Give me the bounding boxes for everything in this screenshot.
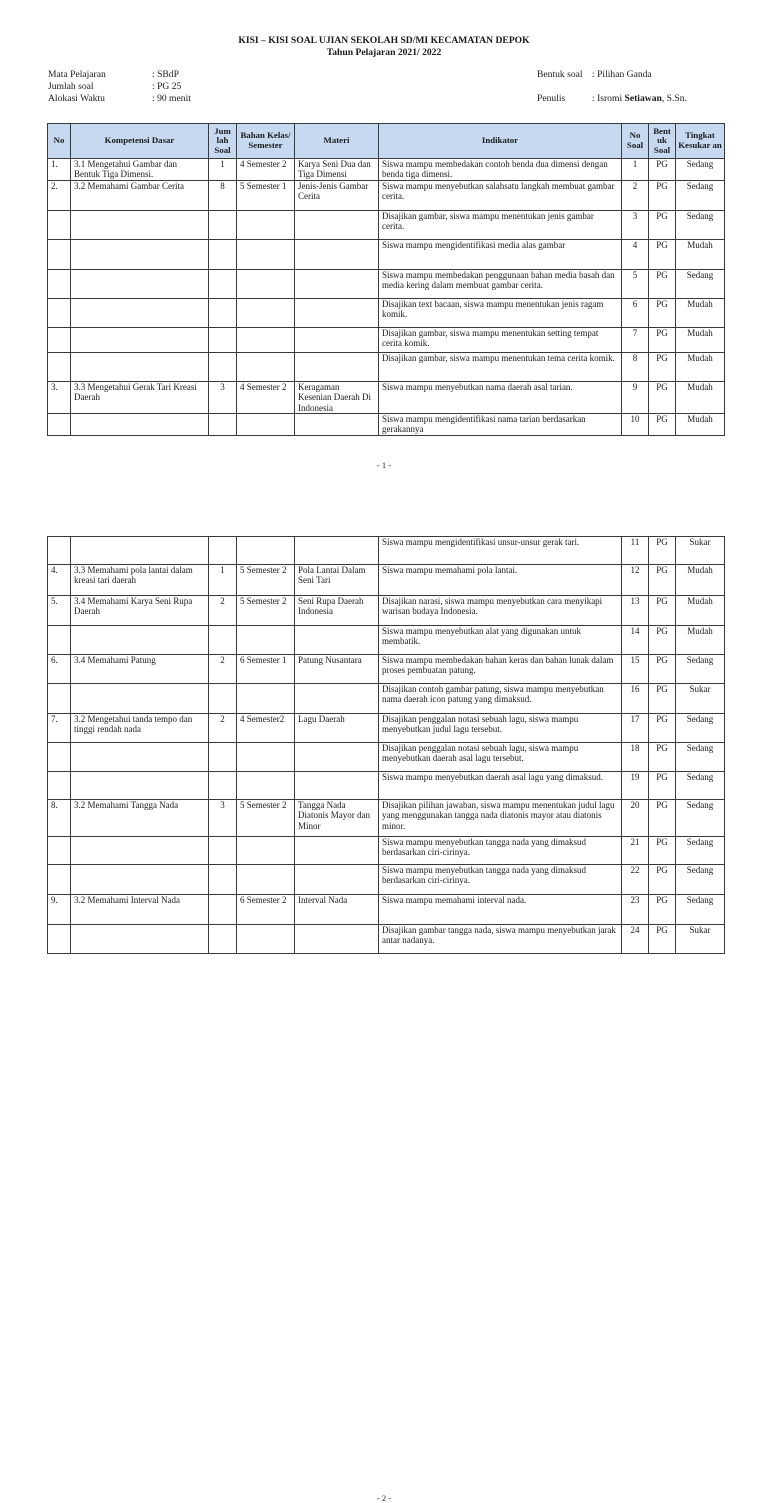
- cell-jumlah-soal: [209, 298, 237, 327]
- cell-materi: [295, 837, 379, 865]
- cell-kelas-semester: [237, 626, 295, 655]
- cell-tingkat-kesukaran: Sedang: [676, 655, 725, 684]
- cell-materi: Karya Seni Dua dan Tiga Dimensi: [295, 159, 379, 181]
- cell-kelas-semester: 4 Semester 2: [237, 381, 295, 413]
- cell-tingkat-kesukaran: Sukar: [676, 684, 725, 714]
- cell-indikator: Disajikan contoh gambar patung, siswa mampu menyebutkan nama daerah icon patung yang dimaksud.: [379, 684, 622, 714]
- cell-bentuk-soal: PG: [649, 180, 676, 210]
- cell-materi: [295, 743, 379, 772]
- cell-tingkat-kesukaran: Sukar: [676, 925, 725, 954]
- cell-indikator: Siswa mampu memahami interval nada.: [379, 895, 622, 925]
- cell-jumlah-soal: [209, 626, 237, 655]
- table-row: [48, 800, 725, 837]
- cell-indikator: Siswa mampu membedakan bahan keras dan bahan lunak dalam proses pembuatan patung.: [379, 655, 622, 684]
- cell-materi: [295, 239, 379, 269]
- cell-indikator: Siswa mampu memahami pola lantai.: [379, 565, 622, 596]
- cell-kompetensi-dasar: [71, 772, 209, 800]
- cell-no-soal: 12: [622, 565, 649, 596]
- cell-kompetensi-dasar: 3.2 Mengetahui tanda tempo dan tinggi rendah nada: [71, 714, 209, 743]
- cell-no: 9.: [48, 895, 71, 925]
- cell-kelas-semester: [237, 684, 295, 714]
- cell-kompetensi-dasar: 3.4 Memahami Patung: [71, 655, 209, 684]
- cell-kelas-semester: [237, 925, 295, 954]
- cell-kelas-semester: [237, 743, 295, 772]
- cell-no-soal: 4: [622, 239, 649, 269]
- table-row: [48, 180, 725, 210]
- table-row: [48, 596, 725, 626]
- cell-materi: [295, 537, 379, 565]
- cell-bentuk-soal: PG: [649, 298, 676, 327]
- cell-materi: Lagu Daerah: [295, 714, 379, 743]
- cell-no: 7.: [48, 714, 71, 743]
- cell-materi: Pola Lantai Dalam Seni Tari: [295, 565, 379, 596]
- cell-kompetensi-dasar: [71, 239, 209, 269]
- cell-tingkat-kesukaran: Sukar: [676, 537, 725, 565]
- cell-tingkat-kesukaran: Mudah: [676, 381, 725, 413]
- table-row: [48, 684, 725, 714]
- cell-kompetensi-dasar: 3.3 Memahami pola lantai dalam kreasi tari daerah: [71, 565, 209, 596]
- cell-kelas-semester: [237, 269, 295, 298]
- cell-no: 5.: [48, 596, 71, 626]
- cell-kelas-semester: 4 Semester 2: [237, 159, 295, 181]
- cell-no: [48, 837, 71, 865]
- cell-no-soal: 10: [622, 414, 649, 436]
- cell-jumlah-soal: [209, 537, 237, 565]
- cell-kompetensi-dasar: [71, 684, 209, 714]
- cell-bentuk-soal: PG: [649, 352, 676, 381]
- cell-no: [48, 925, 71, 954]
- cell-materi: Seni Rupa Daerah Indonesia: [295, 596, 379, 626]
- cell-indikator: Disajikan text bacaan, siswa mampu menentukan jenis ragam komik.: [379, 298, 622, 327]
- col-header-kelas: Bahan Kelas/ Semester: [237, 124, 295, 159]
- cell-materi: [295, 414, 379, 436]
- cell-kelas-semester: 5 Semester 2: [237, 800, 295, 837]
- meta-row-jumlah: [48, 81, 191, 93]
- col-header-materi: Materi: [295, 124, 379, 159]
- cell-indikator: Disajikan gambar, siswa mampu menentukan jenis gambar cerita.: [379, 210, 622, 239]
- table-row: [48, 565, 725, 596]
- cell-jumlah-soal: [209, 684, 237, 714]
- cell-no-soal: 21: [622, 837, 649, 865]
- cell-no-soal: 13: [622, 596, 649, 626]
- cell-bentuk-soal: PG: [649, 537, 676, 565]
- meta-value: : 90 menit: [152, 93, 191, 104]
- cell-bentuk-soal: PG: [649, 269, 676, 298]
- cell-kelas-semester: [237, 298, 295, 327]
- cell-jumlah-soal: [209, 772, 237, 800]
- cell-no-soal: 16: [622, 684, 649, 714]
- cell-no-soal: 14: [622, 626, 649, 655]
- cell-no-soal: 8: [622, 352, 649, 381]
- meta-value: : Pilihan Ganda: [592, 69, 652, 80]
- cell-bentuk-soal: PG: [649, 210, 676, 239]
- table-row: [48, 626, 725, 655]
- cell-kompetensi-dasar: [71, 837, 209, 865]
- cell-kompetensi-dasar: 3.2 Memahami Interval Nada: [71, 895, 209, 925]
- table-row: [48, 837, 725, 865]
- cell-kelas-semester: 5 Semester 2: [237, 565, 295, 596]
- cell-no-soal: 24: [622, 925, 649, 954]
- cell-bentuk-soal: PG: [649, 565, 676, 596]
- table-body: [48, 159, 725, 436]
- cell-jumlah-soal: [209, 837, 237, 865]
- cell-tingkat-kesukaran: Sedang: [676, 800, 725, 837]
- cell-kompetensi-dasar: 3.1 Mengetahui Gambar dan Bentuk Tiga Dimensi.: [71, 159, 209, 181]
- cell-indikator: Siswa mampu membedakan contoh benda dua dimensi dengan benda tiga dimensi.: [379, 159, 622, 181]
- meta-value: , S.Sn.: [661, 93, 687, 104]
- cell-materi: [295, 684, 379, 714]
- cell-kompetensi-dasar: [71, 925, 209, 954]
- cell-materi: [295, 298, 379, 327]
- cell-kompetensi-dasar: [71, 298, 209, 327]
- cell-bentuk-soal: PG: [649, 239, 676, 269]
- cell-indikator: Siswa mampu mengidentifikasi unsur-unsur gerak tari.: [379, 537, 622, 565]
- cell-no-soal: 15: [622, 655, 649, 684]
- meta-row-alokasi: [48, 93, 191, 105]
- meta-label: Bentuk soal: [537, 69, 583, 80]
- cell-bentuk-soal: PG: [649, 684, 676, 714]
- cell-no: [48, 414, 71, 436]
- cell-bentuk-soal: PG: [649, 743, 676, 772]
- cell-bentuk-soal: PG: [649, 925, 676, 954]
- cell-jumlah-soal: 3: [209, 800, 237, 837]
- cell-jumlah-soal: [209, 895, 237, 925]
- cell-tingkat-kesukaran: Sedang: [676, 714, 725, 743]
- cell-tingkat-kesukaran: Mudah: [676, 352, 725, 381]
- cell-indikator: Siswa mampu menyebutkan daerah asal lagu yang dimaksud.: [379, 772, 622, 800]
- cell-no: 2.: [48, 180, 71, 210]
- kisi-table-page1: [47, 123, 725, 436]
- cell-bentuk-soal: PG: [649, 865, 676, 895]
- cell-materi: Patung Nusantara: [295, 655, 379, 684]
- cell-no-soal: 7: [622, 327, 649, 352]
- cell-no: [48, 684, 71, 714]
- cell-kompetensi-dasar: [71, 865, 209, 895]
- cell-bentuk-soal: PG: [649, 895, 676, 925]
- cell-kompetensi-dasar: 3.2 Memahami Gambar Cerita: [71, 180, 209, 210]
- cell-jumlah-soal: 3: [209, 381, 237, 413]
- table-row: [48, 269, 725, 298]
- cell-no-soal: 11: [622, 537, 649, 565]
- cell-indikator: Siswa mampu menyebutkan tangga nada yang dimaksud berdasarkan ciri-cirinya.: [379, 837, 622, 865]
- cell-kompetensi-dasar: 3.2 Memahami Tangga Nada: [71, 800, 209, 837]
- cell-indikator: Siswa mampu mengidentifikasi media alas gambar: [379, 239, 622, 269]
- meta-row-penulis: [537, 93, 687, 105]
- cell-no-soal: 9: [622, 381, 649, 413]
- cell-jumlah-soal: [209, 743, 237, 772]
- table-body: [48, 537, 725, 954]
- col-header-nosoal: No Soal: [622, 124, 649, 159]
- cell-bentuk-soal: PG: [649, 800, 676, 837]
- col-header-bentuk: Bent uk Soal: [649, 124, 676, 159]
- cell-no-soal: 19: [622, 772, 649, 800]
- meta-label: Penulis: [537, 93, 566, 104]
- cell-tingkat-kesukaran: Sedang: [676, 772, 725, 800]
- cell-tingkat-kesukaran: Mudah: [676, 414, 725, 436]
- cell-kelas-semester: [237, 414, 295, 436]
- kisi-table-page2: [47, 536, 725, 954]
- cell-kompetensi-dasar: [71, 414, 209, 436]
- cell-bentuk-soal: PG: [649, 159, 676, 181]
- cell-kelas-semester: 5 Semester 2: [237, 596, 295, 626]
- cell-bentuk-soal: PG: [649, 837, 676, 865]
- cell-materi: [295, 925, 379, 954]
- cell-no-soal: 20: [622, 800, 649, 837]
- cell-kelas-semester: [237, 239, 295, 269]
- cell-no: [48, 298, 71, 327]
- table-row: [48, 239, 725, 269]
- cell-jumlah-soal: [209, 239, 237, 269]
- cell-bentuk-soal: PG: [649, 655, 676, 684]
- cell-no-soal: 18: [622, 743, 649, 772]
- cell-materi: Keragaman Kesenian Daerah Di Indonesia: [295, 381, 379, 413]
- cell-no-soal: 1: [622, 159, 649, 181]
- cell-bentuk-soal: PG: [649, 714, 676, 743]
- cell-kompetensi-dasar: [71, 269, 209, 298]
- cell-indikator: Siswa mampu menyebutkan nama daerah asal tarian.: [379, 381, 622, 413]
- cell-kompetensi-dasar: [71, 537, 209, 565]
- meta-value: : PG 25: [152, 81, 182, 92]
- table-row: [48, 655, 725, 684]
- cell-kelas-semester: [237, 837, 295, 865]
- cell-bentuk-soal: PG: [649, 596, 676, 626]
- cell-indikator: Siswa mampu menyebutkan salahsatu langkah membuat gambar cerita.: [379, 180, 622, 210]
- cell-tingkat-kesukaran: Sedang: [676, 180, 725, 210]
- table-row: [48, 714, 725, 743]
- cell-no: [48, 239, 71, 269]
- table-row: [48, 925, 725, 954]
- cell-indikator: Disajikan pilihan jawaban, siswa mampu menentukan judul lagu yang menggunakan tangga nada diatonis mayor atau diatonis minor.: [379, 800, 622, 837]
- cell-tingkat-kesukaran: Mudah: [676, 239, 725, 269]
- cell-no: 8.: [48, 800, 71, 837]
- meta-right: [537, 69, 687, 105]
- cell-materi: [295, 269, 379, 298]
- cell-indikator: Disajikan gambar, siswa mampu menentukan tema cerita komik.: [379, 352, 622, 381]
- cell-materi: [295, 327, 379, 352]
- cell-materi: [295, 626, 379, 655]
- meta-label: Jumlah soal: [48, 81, 94, 92]
- col-header-kd: Kompetensi Dasar: [71, 124, 209, 159]
- cell-no: [48, 352, 71, 381]
- cell-kelas-semester: [237, 210, 295, 239]
- table-row: [48, 414, 725, 436]
- cell-no: 4.: [48, 565, 71, 596]
- cell-no: [48, 772, 71, 800]
- cell-no: 3.: [48, 381, 71, 413]
- cell-jumlah-soal: 8: [209, 180, 237, 210]
- cell-no: [48, 269, 71, 298]
- cell-no: [48, 743, 71, 772]
- table-row: [48, 298, 725, 327]
- cell-tingkat-kesukaran: Sedang: [676, 210, 725, 239]
- table-row: [48, 743, 725, 772]
- cell-indikator: Siswa mampu mengidentifikasi nama tarian berdasarkan gerakannya: [379, 414, 622, 436]
- col-header-jumlah: Jum lah Soal: [209, 124, 237, 159]
- cell-bentuk-soal: PG: [649, 327, 676, 352]
- cell-materi: Interval Nada: [295, 895, 379, 925]
- cell-indikator: Disajikan narasi, siswa mampu menyebutkan cara menyikapi warisan budaya Indonesia.: [379, 596, 622, 626]
- cell-jumlah-soal: [209, 210, 237, 239]
- cell-materi: [295, 772, 379, 800]
- cell-tingkat-kesukaran: Sedang: [676, 159, 725, 181]
- cell-jumlah-soal: 2: [209, 655, 237, 684]
- document-title: KISI – KISI SOAL UJIAN SEKOLAH SD/MI KECAMATAN DEPOK: [238, 35, 530, 46]
- cell-tingkat-kesukaran: Mudah: [676, 298, 725, 327]
- cell-jumlah-soal: 1: [209, 565, 237, 596]
- col-header-tingkat: Tingkat Kesukar an: [676, 124, 725, 159]
- cell-jumlah-soal: [209, 865, 237, 895]
- cell-materi: [295, 865, 379, 895]
- cell-indikator: Disajikan gambar, siswa mampu menentukan setting tempat cerita komik.: [379, 327, 622, 352]
- table-row: [48, 210, 725, 239]
- cell-indikator: Siswa mampu menyebutkan tangga nada yang dimaksud berdasarkan ciri-cirinya.: [379, 865, 622, 895]
- cell-no-soal: 6: [622, 298, 649, 327]
- table-row: [48, 537, 725, 565]
- cell-indikator: Disajikan penggalan notasi sebuah lagu, siswa mampu menyebutkan judul lagu tersebut.: [379, 714, 622, 743]
- table-row: [48, 352, 725, 381]
- cell-no: [48, 537, 71, 565]
- meta-row-bentuk: [537, 69, 687, 81]
- cell-tingkat-kesukaran: Sedang: [676, 865, 725, 895]
- cell-tingkat-kesukaran: Mudah: [676, 596, 725, 626]
- meta-value: : SBdP: [152, 69, 179, 80]
- cell-no: 1.: [48, 159, 71, 181]
- cell-jumlah-soal: 1: [209, 159, 237, 181]
- cell-materi: Tangga Nada Diatonis Mayor dan Minor: [295, 800, 379, 837]
- table-row: [48, 381, 725, 413]
- cell-kelas-semester: [237, 537, 295, 565]
- cell-jumlah-soal: [209, 352, 237, 381]
- cell-kelas-semester: 6 Semester 1: [237, 655, 295, 684]
- cell-kelas-semester: 6 Semester 2: [237, 895, 295, 925]
- table-row: [48, 895, 725, 925]
- cell-no: [48, 327, 71, 352]
- cell-kompetensi-dasar: 3.3 Mengetahui Gerak Tari Kreasi Daerah: [71, 381, 209, 413]
- cell-kompetensi-dasar: [71, 352, 209, 381]
- cell-bentuk-soal: PG: [649, 381, 676, 413]
- meta-value: : Isromi: [592, 93, 625, 104]
- cell-kelas-semester: [237, 327, 295, 352]
- cell-kompetensi-dasar: [71, 210, 209, 239]
- cell-kompetensi-dasar: [71, 626, 209, 655]
- cell-jumlah-soal: 2: [209, 714, 237, 743]
- col-header-no: No: [48, 124, 71, 159]
- cell-kompetensi-dasar: [71, 743, 209, 772]
- meta-row-mapel: [48, 69, 191, 81]
- cell-kelas-semester: [237, 865, 295, 895]
- cell-no: [48, 865, 71, 895]
- cell-indikator: Siswa mampu membedakan penggunaan bahan media basah dan media kering dalam membuat gambar cerita.: [379, 269, 622, 298]
- cell-no-soal: 5: [622, 269, 649, 298]
- meta-label: Mata Pelajaran: [48, 69, 106, 80]
- cell-indikator: Siswa mampu menyebutkan alat yang digunakan untuk membatik.: [379, 626, 622, 655]
- cell-kompetensi-dasar: [71, 327, 209, 352]
- cell-bentuk-soal: PG: [649, 626, 676, 655]
- table-row: [48, 327, 725, 352]
- table-row: [48, 159, 725, 181]
- cell-jumlah-soal: [209, 269, 237, 298]
- page-2: [0, 530, 768, 1503]
- cell-tingkat-kesukaran: Mudah: [676, 327, 725, 352]
- cell-no-soal: 22: [622, 865, 649, 895]
- cell-no-soal: 3: [622, 210, 649, 239]
- cell-tingkat-kesukaran: Mudah: [676, 565, 725, 596]
- cell-no: 6.: [48, 655, 71, 684]
- meta-value-bold: Setiawan: [624, 93, 662, 104]
- cell-no: [48, 626, 71, 655]
- cell-tingkat-kesukaran: Mudah: [676, 626, 725, 655]
- cell-kelas-semester: 5 Semester 1: [237, 180, 295, 210]
- cell-jumlah-soal: [209, 414, 237, 436]
- cell-bentuk-soal: PG: [649, 414, 676, 436]
- cell-tingkat-kesukaran: Sedang: [676, 743, 725, 772]
- cell-jumlah-soal: [209, 327, 237, 352]
- cell-indikator: Disajikan gambar tangga nada, siswa mampu menyebutkan jarak antar nadanya.: [379, 925, 622, 954]
- cell-materi: Jenis-Jenis Gambar Cerita: [295, 180, 379, 210]
- page-number: - 1 -: [376, 460, 392, 470]
- cell-no-soal: 23: [622, 895, 649, 925]
- table-row: [48, 865, 725, 895]
- cell-tingkat-kesukaran: Sedang: [676, 837, 725, 865]
- cell-indikator: Disajikan penggalan notasi sebuah lagu, siswa mampu menyebutkan daerah asal lagu tersebut.: [379, 743, 622, 772]
- cell-materi: [295, 352, 379, 381]
- cell-materi: [295, 210, 379, 239]
- document-subtitle: Tahun Pelajaran 2021/ 2022: [326, 47, 442, 58]
- cell-kelas-semester: 4 Semester2: [237, 714, 295, 743]
- cell-kelas-semester: [237, 772, 295, 800]
- cell-jumlah-soal: 2: [209, 596, 237, 626]
- table-row: [48, 772, 725, 800]
- cell-no-soal: 2: [622, 180, 649, 210]
- cell-jumlah-soal: [209, 925, 237, 954]
- page-number: - 2 -: [376, 1493, 392, 1503]
- meta-label: Alokasi Waktu: [48, 93, 105, 104]
- page-1: [0, 0, 768, 478]
- cell-no: [48, 210, 71, 239]
- meta-left: [48, 69, 191, 105]
- cell-kompetensi-dasar: 3.4 Memahami Karya Seni Rupa Daerah: [71, 596, 209, 626]
- cell-bentuk-soal: PG: [649, 772, 676, 800]
- cell-tingkat-kesukaran: Sedang: [676, 895, 725, 925]
- cell-kelas-semester: [237, 352, 295, 381]
- cell-tingkat-kesukaran: Sedang: [676, 269, 725, 298]
- cell-no-soal: 17: [622, 714, 649, 743]
- col-header-indikator: Indikator: [379, 124, 622, 159]
